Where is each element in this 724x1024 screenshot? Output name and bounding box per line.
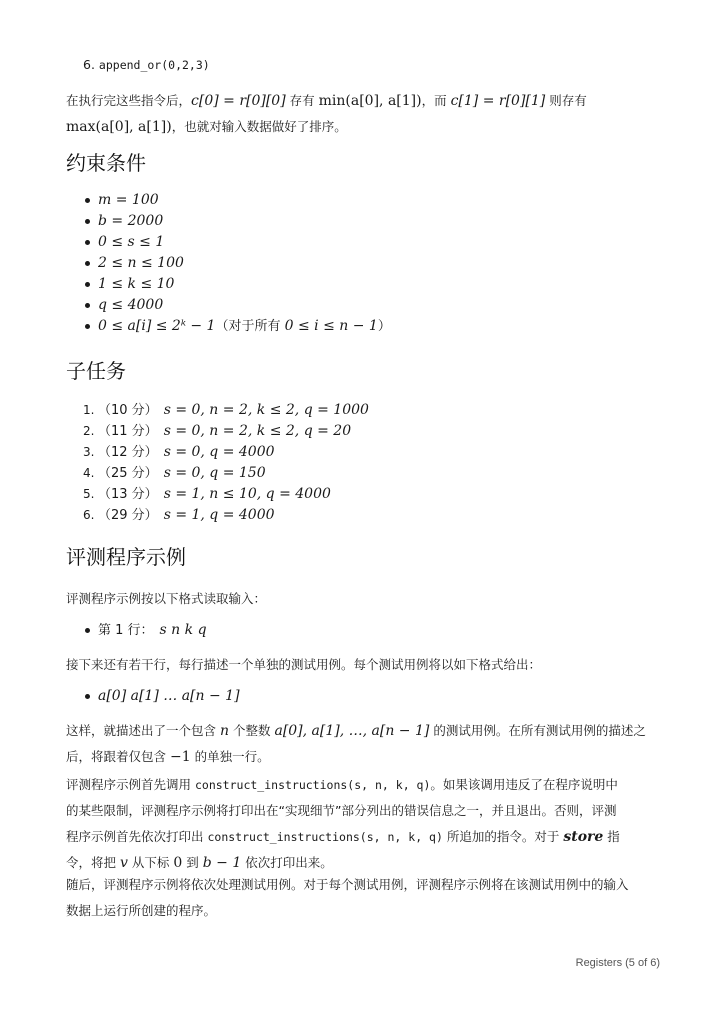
subtask-condition: s = 0, q = 4000 [163, 444, 275, 460]
subtask-item [66, 505, 369, 526]
subtask-condition: s = 1, q = 4000 [163, 507, 275, 523]
math: b = 2000 [98, 213, 164, 229]
text: 在执行完这些指令后， [66, 93, 192, 108]
text: 到 [182, 855, 203, 870]
heading-constraints: 约束条件 [66, 151, 146, 175]
subtask-number: 6. [83, 508, 95, 522]
subtask-item [66, 463, 369, 484]
text: 则存有 [545, 93, 587, 108]
heading-sample-grader: 评测程序示例 [66, 545, 186, 569]
item-number: 6. [83, 57, 95, 72]
subtask-condition: s = 0, n = 2, k ≤ 2, q = 1000 [163, 402, 369, 418]
subtask-score: （29 分） [98, 508, 158, 523]
paragraph-test-case-description [66, 718, 664, 770]
math: 0 ≤ i ≤ n − 1 [284, 318, 378, 334]
math: a[0] a[1] … a[n − 1] [98, 688, 240, 704]
math: c[1] = r[0][1] [450, 93, 546, 109]
math: m = 100 [98, 192, 159, 208]
text: 指 [603, 829, 620, 844]
subtask-number: 4. [83, 466, 95, 480]
constraint-item [66, 211, 391, 232]
paragraph-process-cases [66, 872, 664, 924]
text: 第 1 行： [98, 623, 154, 638]
list-item-append-or [66, 52, 664, 78]
subtask-number: 1. [83, 403, 95, 417]
test-case-line [66, 686, 240, 707]
text: 从下标 [127, 855, 174, 870]
heading-subtasks: 子任务 [66, 359, 126, 383]
text: 令，将把 [66, 855, 120, 870]
test-case-format-list [66, 686, 240, 707]
paragraph-test-cases: 接下来还有若干行，每行描述一个单独的测试用例。每个测试用例将以如下格式给出： [66, 657, 542, 672]
math: max(a[0], a[1]) [66, 119, 172, 135]
text: 评测程序示例首先调用 [66, 777, 195, 792]
text: 的单独一行。 [190, 749, 270, 764]
subtask-condition: s = 0, q = 150 [163, 465, 266, 481]
subtask-score: （10 分） [98, 403, 158, 418]
text: ，而 [421, 93, 451, 108]
math: s n k q [159, 622, 207, 638]
grader-intro: 评测程序示例按以下格式读取输入： [66, 591, 267, 606]
math: b − 1 [202, 855, 242, 871]
subtasks-list [66, 400, 369, 526]
subtask-score: （13 分） [98, 487, 158, 502]
constraint-item [66, 232, 391, 253]
math: 0 ≤ a[i] ≤ 2ᵏ − 1 [98, 318, 216, 334]
text: ，也就对输入数据做好了排序。 [171, 119, 347, 134]
math: c[0] = r[0][0] [191, 93, 286, 109]
constraints-list [66, 190, 391, 337]
subtask-score: （25 分） [98, 466, 158, 481]
subtask-item [66, 484, 369, 505]
math: 0 [173, 855, 183, 871]
paragraph-grader-behaviour [66, 772, 664, 876]
subtask-item [66, 442, 369, 463]
constraint-item [66, 253, 391, 274]
text: 的某些限制，评测程序示例将打印出在“实现细节”部分列出的错误信息之一，并且退出。否则，评测 [66, 803, 617, 818]
paragraph-sort-result [66, 88, 664, 140]
subtask-number: 2. [83, 424, 95, 438]
subtask-item [66, 421, 369, 442]
text: ） [377, 319, 391, 334]
text: 后，将跟着仅包含 [66, 749, 170, 764]
code-append-or: append_or(0,2,3) [98, 58, 210, 72]
text: 随后，评测程序示例将依次处理测试用例。对于每个测试用例，评测程序示例将在该测试用例中的输入 [66, 877, 629, 892]
math: n [219, 723, 230, 739]
math: 2 ≤ n ≤ 100 [98, 255, 184, 271]
math: a[0], a[1], …, a[n − 1] [274, 723, 430, 739]
text: 数据上运行所创建的程序。 [66, 903, 217, 918]
input-format-list [66, 620, 207, 641]
text: 这样，就描述出了一个包含 [66, 723, 220, 738]
math: 1 ≤ k ≤ 10 [98, 276, 175, 292]
constraint-item [66, 190, 391, 211]
math: v [119, 855, 128, 871]
subtask-number: 5. [83, 487, 95, 501]
math: q ≤ 4000 [98, 297, 164, 313]
text: 。如果该调用违反了在程序说明中 [430, 777, 618, 792]
math: −1 [169, 749, 191, 765]
subtask-score: （11 分） [98, 424, 158, 439]
math: min(a[0], a[1]) [318, 93, 422, 109]
math: store [563, 829, 604, 845]
subtask-score: （12 分） [98, 445, 158, 460]
math: 0 ≤ s ≤ 1 [98, 234, 165, 250]
code: construct_instructions(s, n, k, q) [194, 778, 431, 792]
text: 存有 [285, 93, 319, 108]
text: 所追加的指令。对于 [442, 829, 564, 844]
subtask-condition: s = 1, n ≤ 10, q = 4000 [163, 486, 331, 502]
text: （对于所有 [215, 319, 285, 334]
text: 的测试用例。在所有测试用例的描述之 [429, 723, 646, 738]
page-footer: Registers (5 of 6) [575, 957, 660, 969]
constraint-item [66, 295, 391, 316]
subtask-number: 3. [83, 445, 95, 459]
code: construct_instructions(s, n, k, q) [207, 830, 443, 844]
text: 程序示例首先依次打印出 [66, 829, 208, 844]
constraint-item [66, 316, 391, 337]
subtask-item [66, 400, 369, 421]
constraint-item [66, 274, 391, 295]
text: 依次打印出来。 [241, 855, 333, 870]
input-line-1 [66, 620, 207, 641]
subtask-condition: s = 0, n = 2, k ≤ 2, q = 20 [163, 423, 352, 439]
text: 个整数 [229, 723, 275, 738]
